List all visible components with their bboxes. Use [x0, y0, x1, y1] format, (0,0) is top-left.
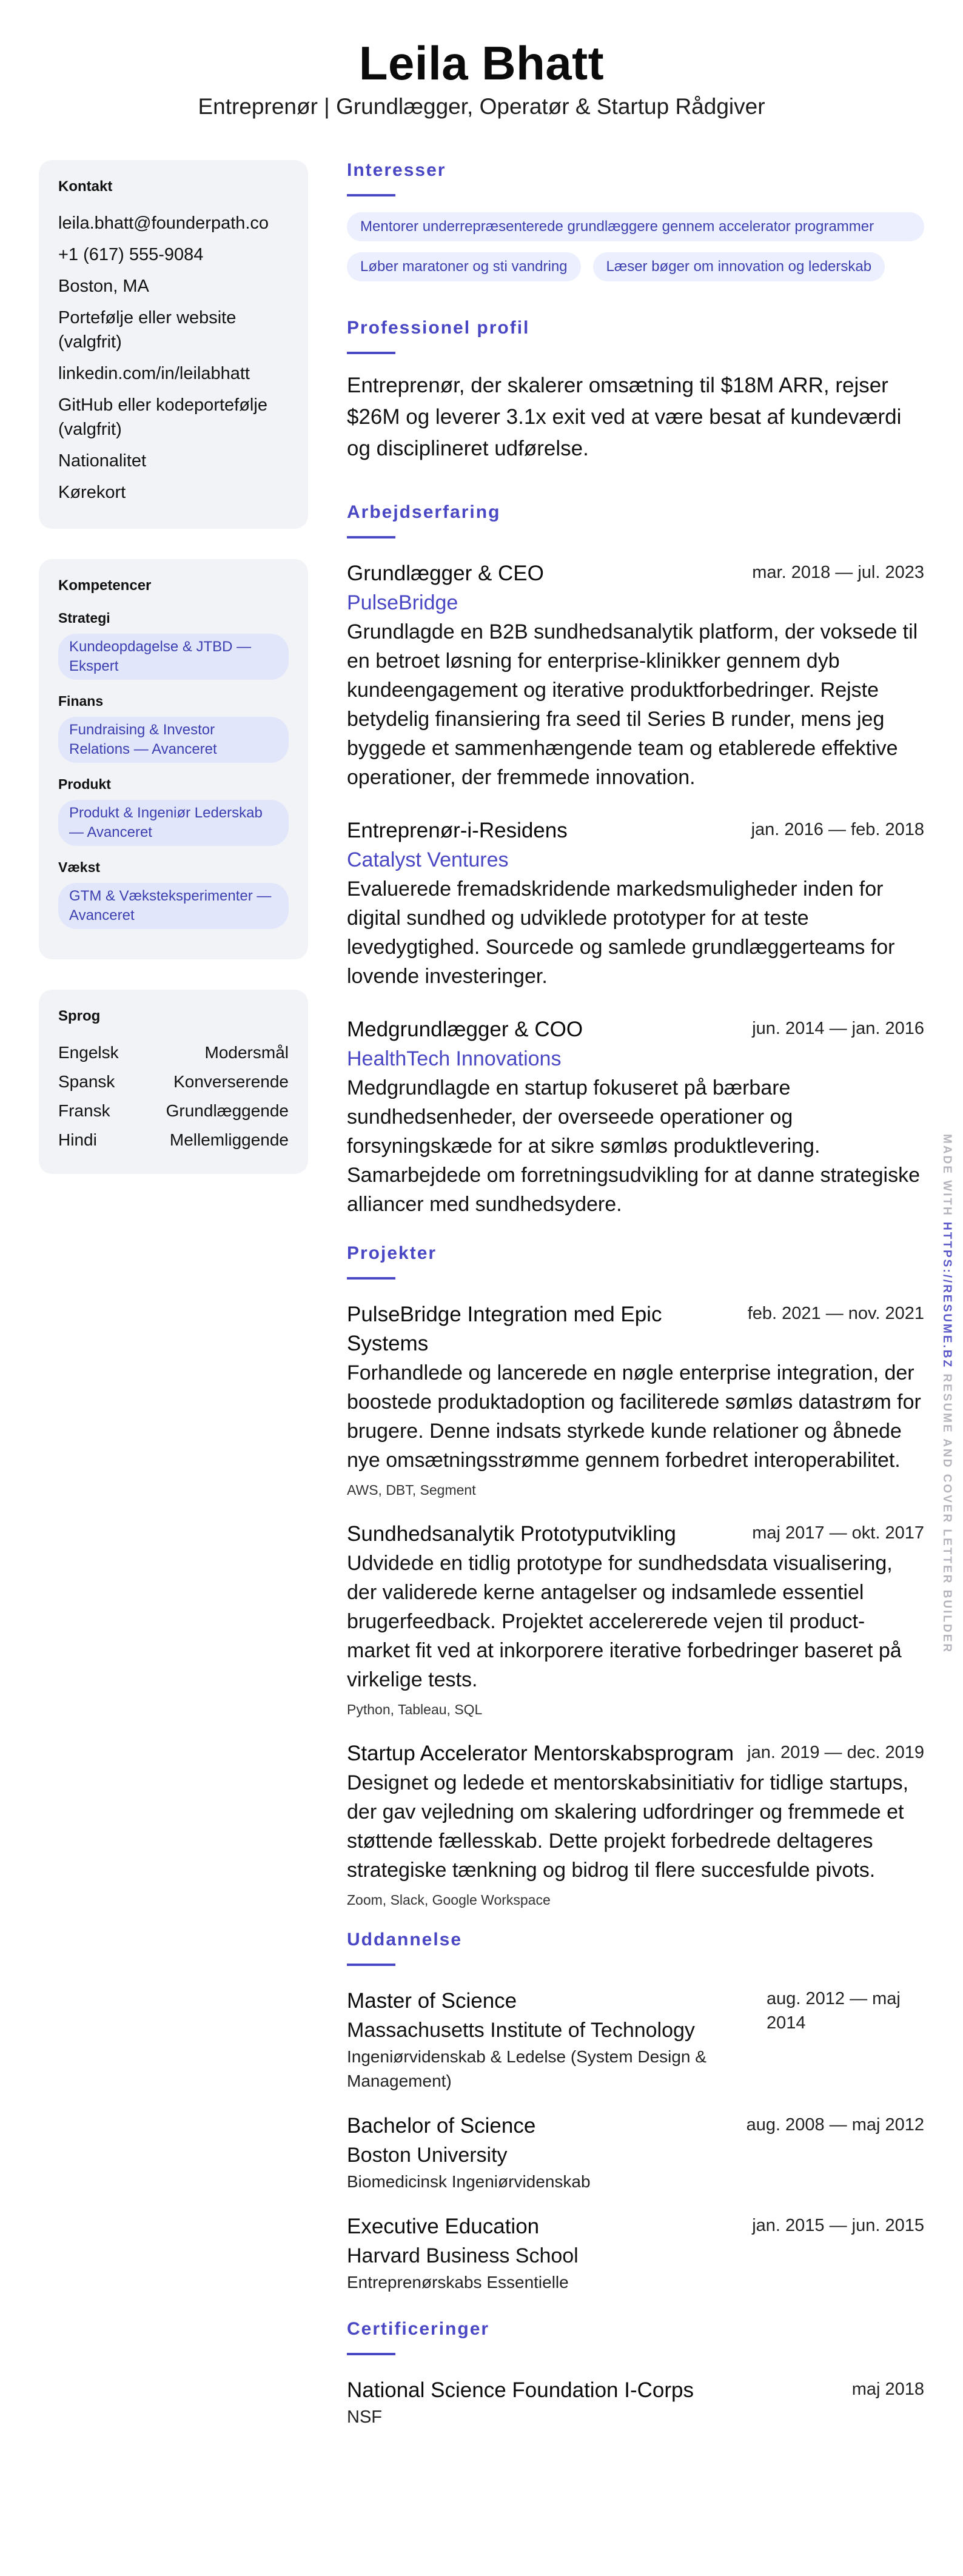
job-role: Medgrundlægger & COO — [347, 1018, 583, 1041]
language-name: Fransk — [58, 1101, 110, 1120]
education-entry — [347, 2111, 924, 2194]
skill-group — [58, 859, 289, 929]
project-name: Startup Accelerator Mentorskabsprogram — [347, 1742, 734, 1765]
project-tech: Zoom, Slack, Google Workspace — [347, 1892, 551, 1908]
education-degree: Executive Education — [347, 2215, 540, 2238]
section-rule — [347, 536, 395, 538]
experience-entry — [347, 1015, 924, 1219]
profile-text: Entreprenør, der skalerer omsætning til $18M ARR, rejser $26M og leverer 3.1x exit ved at være besat af kundeværdi og disciplineret udførelse. — [347, 374, 902, 460]
contact-location: Boston, MA — [58, 277, 149, 296]
section-title: Certificeringer — [347, 2319, 490, 2339]
certification-entry — [347, 2376, 924, 2429]
language-row — [58, 1070, 289, 1094]
contact-github[interactable]: GitHub eller kodeportefølje (valgfrit) — [58, 395, 267, 439]
experience-entry — [347, 559, 924, 792]
language-row — [58, 1041, 289, 1065]
skill-pill: Kundeopdagelse & JTBD — Ekspert — [58, 634, 289, 680]
resume-header — [0, 0, 963, 122]
section-rule — [347, 194, 395, 196]
section-rule — [347, 2353, 395, 2355]
skill-category: Finans — [58, 693, 104, 709]
section-title: Uddannelse — [347, 1930, 463, 1950]
section-rule — [347, 1964, 395, 1966]
experience-section — [347, 502, 924, 1219]
job-company: Catalyst Ventures — [347, 848, 509, 871]
project-tech: AWS, DBT, Segment — [347, 1482, 476, 1498]
language-level: Mellemliggende — [169, 1130, 289, 1149]
interest-pill: Læser bøger om innovation og lederskab — [593, 252, 885, 281]
watermark-suffix: RESUME AND COVER LETTER BUILDER — [941, 1374, 953, 1654]
job-company: PulseBridge — [347, 591, 458, 614]
contact-nationality: Nationalitet — [58, 451, 147, 471]
skill-category: Strategi — [58, 610, 110, 626]
skill-pill: Fundraising & Investor Relations — Avanceret — [58, 717, 289, 763]
skill-group — [58, 693, 289, 763]
education-entry — [347, 2212, 924, 2295]
language-name: Engelsk — [58, 1043, 119, 1062]
contact-title: Kontakt — [58, 178, 113, 195]
education-entry — [347, 1987, 924, 2093]
projects-section — [347, 1243, 924, 1909]
skill-category: Vækst — [58, 859, 101, 875]
language-row — [58, 1128, 289, 1152]
skill-category: Produkt — [58, 776, 111, 792]
project-tech: Python, Tableau, SQL — [347, 1702, 483, 1717]
language-row — [58, 1099, 289, 1123]
job-date: mar. 2018 — jul. 2023 — [752, 563, 924, 582]
section-title: Arbejdserfaring — [347, 502, 501, 522]
candidate-name: Leila Bhatt — [358, 36, 605, 90]
education-degree: Master of Science — [347, 1989, 517, 2013]
profile-section — [347, 318, 924, 465]
project-date: jan. 2019 — dec. 2019 — [747, 1743, 924, 1762]
job-description: Medgrundlagde en startup fokuseret på bærbare sundhedsenheder, der overseede operationer og forsyningskæde for at sikre sømløs produktlevering. Samarbejdede om forretningsudvikling for at danne strategiske alliancer med sundhedsydere. — [347, 1076, 920, 1216]
job-role: Entreprenør-i-Residens — [347, 819, 568, 842]
job-company: HealthTech Innovations — [347, 1047, 562, 1070]
education-date: aug. 2008 — maj 2012 — [746, 2115, 924, 2135]
languages-card — [39, 990, 308, 1174]
section-rule — [347, 352, 395, 354]
sidebar — [39, 160, 308, 1204]
job-description: Grundlagde en B2B sundhedsanalytik platform, der voksede til en betroet løsning for enterprise-klinikker gennem dyb kundeengagement og iterative produktforbedringer. Rejste betydelig finansiering fra seed til Series B runder, mens jeg byggede et sammenhængende team og etablerede effektive operationer, der fremmede innovation. — [347, 620, 918, 789]
certification-date: maj 2018 — [851, 2380, 924, 2399]
job-description: Evaluerede fremadskridende markedsmuligheder inden for digital sundhed og udviklede prototyper for at teste levedygtighed. Sourcede og samlede grundlæggerteams for lovende investeringer. — [347, 877, 895, 988]
education-date: aug. 2012 — maj 2014 — [767, 1989, 901, 2033]
project-name: Sundhedsanalytik Prototyputvikling — [347, 1522, 676, 1546]
section-title: Professionel profil — [347, 318, 530, 338]
languages-title: Sprog — [58, 1008, 101, 1024]
section-title: Interesser — [347, 160, 446, 180]
language-name: Hindi — [58, 1130, 97, 1149]
certification-issuer: NSF — [347, 2407, 382, 2427]
contact-portfolio[interactable]: Portefølje eller website (valgfrit) — [58, 308, 237, 352]
watermark-prefix: MADE WITH — [941, 1134, 953, 1217]
skills-title: Kompetencer — [58, 577, 152, 594]
language-level: Grundlæggende — [166, 1101, 289, 1120]
project-date: maj 2017 — okt. 2017 — [752, 1523, 924, 1543]
education-school: Boston University — [347, 2144, 508, 2167]
contact-email[interactable]: leila.bhatt@founderpath.co — [58, 213, 269, 233]
interest-pill: Løber maratoner og sti vandring — [347, 252, 581, 281]
interests-section — [347, 160, 924, 281]
job-date: jan. 2016 — feb. 2018 — [751, 820, 924, 839]
certifications-section — [347, 2319, 924, 2429]
project-description: Designet og ledede et mentorskabsinitiativ for tidlige startups, der gav vejledning om skalering udfordringer og fremmede et støttende fællesskab. Dette projekt forbedrede deltageres strategiske tænkning og bidrog til flere succesfulde pivots. — [347, 1771, 909, 1882]
contact-linkedin[interactable]: linkedin.com/in/leilabhatt — [58, 364, 250, 383]
language-level: Modersmål — [204, 1043, 289, 1062]
education-school: Massachusetts Institute of Technology — [347, 2019, 695, 2042]
education-school: Harvard Business School — [347, 2244, 579, 2267]
skill-pill: GTM & Væksteksperimenter — Avanceret — [58, 883, 289, 929]
skill-group — [58, 610, 289, 680]
skill-pill: Produkt & Ingeniør Lederskab — Avanceret — [58, 800, 289, 846]
section-title: Projekter — [347, 1243, 437, 1263]
language-level: Konverserende — [173, 1072, 289, 1091]
project-entry — [347, 1520, 924, 1719]
education-field: Biomedicinsk Ingeniørvidenskab — [347, 2172, 591, 2191]
section-rule — [347, 1277, 395, 1280]
job-date: jun. 2014 — jan. 2016 — [752, 1019, 924, 1038]
contact-phone[interactable]: +1 (617) 555-9084 — [58, 245, 204, 264]
project-entry — [347, 1739, 924, 1909]
interest-pill: Mentorer underrepræsenterede grundlæggere gennem accelerator programmer — [347, 212, 924, 241]
contact-license: Kørekort — [58, 483, 126, 502]
project-entry — [347, 1300, 924, 1499]
education-field: Entreprenørskabs Essentielle — [347, 2273, 569, 2292]
education-field: Ingeniørvidenskab & Ledelse (System Design & Management) — [347, 2047, 706, 2090]
education-section — [347, 1930, 924, 2295]
main-content — [347, 160, 924, 2454]
skills-card — [39, 559, 308, 959]
language-name: Spansk — [58, 1072, 115, 1091]
education-degree: Bachelor of Science — [347, 2114, 536, 2138]
experience-entry — [347, 816, 924, 991]
certification-name: National Science Foundation I-Corps — [347, 2378, 694, 2402]
watermark — [940, 1134, 953, 1654]
job-role: Grundlægger & CEO — [347, 562, 544, 585]
project-description: Udvidede en tidlig prototype for sundhedsdata visualisering, der validerede kerne antagelser og indsamlede essentiel brugerfeedback. Projektet accelererede vejen til product-market fit ved at inkorporere iterative forbedringer baseret på virkelige tests. — [347, 1552, 902, 1691]
contact-card — [39, 160, 308, 529]
project-name: PulseBridge Integration med Epic Systems — [347, 1303, 662, 1355]
project-description: Forhandlede og lancerede en nøgle enterprise integration, der boostede produktadoption og faciliterede sømløs datastrøm for brugere. Denne indsats styrkede kunde relationer og åbnede nye omsætningsstrømme gennem forbedret interoperabilitet. — [347, 1361, 921, 1472]
education-date: jan. 2015 — jun. 2015 — [752, 2216, 924, 2235]
interests-list — [347, 212, 924, 281]
skill-group — [58, 776, 289, 846]
watermark-link[interactable]: HTTPS://RESUME.BZ — [941, 1222, 953, 1369]
project-date: feb. 2021 — nov. 2021 — [747, 1304, 924, 1323]
candidate-subtitle: Entreprenør | Grundlægger, Operatør & Startup Rådgiver — [198, 94, 765, 119]
